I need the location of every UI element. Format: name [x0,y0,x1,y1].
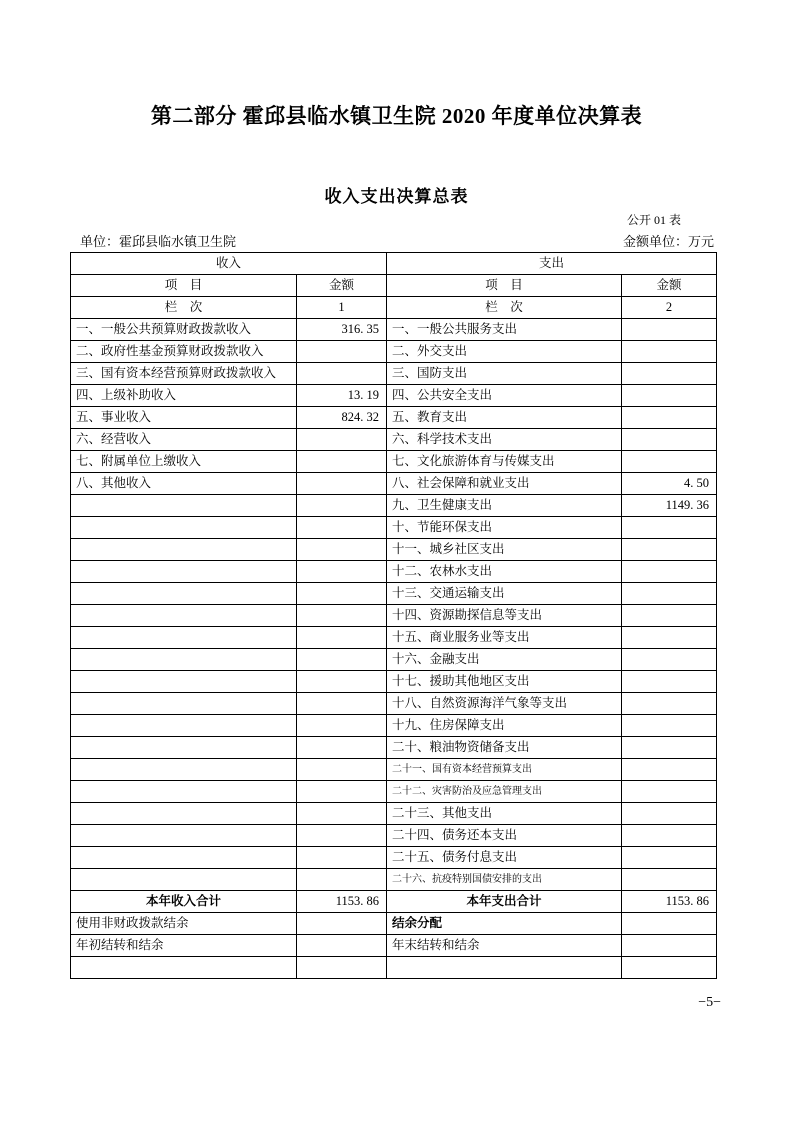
expense-total-amount: 1153. 86 [622,891,717,913]
unit-label: 单位：霍邱县临水镇卫生院 [80,234,237,249]
income-amount-cell [297,759,387,781]
table-row [71,825,717,847]
expense-item-cell: 二十四、债务还本支出 [387,825,622,847]
income-empty-amount [297,957,387,979]
income-amount-cell [297,605,387,627]
expense-amount-cell [622,671,717,693]
income-amount-cell [297,825,387,847]
table-row [71,869,717,891]
income-amount-cell [297,715,387,737]
income-item-cell [71,847,297,869]
expense-amount-cell [622,517,717,539]
income-item-cell [71,715,297,737]
income-amount-cell [297,583,387,605]
expense-amount-cell [622,781,717,803]
table-row [71,715,717,737]
income-footer-amount [297,935,387,957]
expense-footer-label: 年末结转和结余 [387,935,622,957]
table-row [71,429,717,451]
income-amount-cell [297,473,387,495]
expense-item-cell: 十四、资源勘探信息等支出 [387,605,622,627]
income-amount-cell [297,803,387,825]
income-amount-header: 金额 [297,275,387,297]
expense-amount-cell [622,583,717,605]
income-amount-cell [297,341,387,363]
income-column-number: 1 [297,297,387,319]
income-amount-cell [297,649,387,671]
income-item-cell [71,627,297,649]
expense-footer-amount [622,935,717,957]
expense-amount-cell [622,539,717,561]
expense-amount-cell [622,319,717,341]
expense-item-cell: 八、社会保障和就业支出 [387,473,622,495]
table-row [71,341,717,363]
income-total-amount: 1153. 86 [297,891,387,913]
expense-amount-cell [622,363,717,385]
expense-item-cell: 十六、金融支出 [387,649,622,671]
expense-item-cell: 十二、农林水支出 [387,561,622,583]
income-item-cell [71,869,297,891]
income-amount-cell [297,561,387,583]
expense-amount-header: 金额 [622,275,717,297]
income-empty-cell [71,957,297,979]
table-row [71,561,717,583]
income-item-cell: 七、附属单位上缴收入 [71,451,297,473]
income-amount-cell [297,693,387,715]
income-amount-cell [297,671,387,693]
expense-item-cell: 二十五、债务付息支出 [387,847,622,869]
expense-footer-amount [622,913,717,935]
expense-item-cell: 三、国防支出 [387,363,622,385]
income-item-cell [71,495,297,517]
expense-amount-cell [622,561,717,583]
income-amount-cell: 13. 19 [297,385,387,407]
amount-unit-label: 金额单位：万元 [622,234,714,249]
table-row [71,847,717,869]
expense-item-cell: 二十六、抗疫特别国债安排的支出 [387,869,622,891]
expense-amount-cell [622,385,717,407]
income-total-label: 本年收入合计 [71,891,297,913]
income-amount-cell [297,451,387,473]
expense-item-cell: 九、卫生健康支出 [387,495,622,517]
income-item-cell: 三、国有资本经营预算财政拨款收入 [71,363,297,385]
expense-empty-cell [387,957,622,979]
expense-amount-cell [622,605,717,627]
income-item-cell [71,583,297,605]
income-item-cell [71,693,297,715]
income-item-cell [71,759,297,781]
table-row [71,385,717,407]
expense-item-cell: 十七、援助其他地区支出 [387,671,622,693]
income-amount-cell [297,517,387,539]
table-title: 收入支出决算总表 [324,187,469,206]
expense-amount-cell [622,715,717,737]
table-row [71,605,717,627]
income-item-cell: 五、事业收入 [71,407,297,429]
income-item-cell [71,781,297,803]
income-amount-cell: 316. 35 [297,319,387,341]
expense-amount-cell [622,693,717,715]
expense-section-header: 支出 [387,253,717,275]
expense-item-cell: 十一、城乡社区支出 [387,539,622,561]
expense-item-cell: 二十三、其他支出 [387,803,622,825]
income-item-cell [71,517,297,539]
expense-item-cell: 二十二、灾害防治及应急管理支出 [387,781,622,803]
expense-amount-cell [622,737,717,759]
income-amount-cell [297,539,387,561]
table-row [71,517,717,539]
table-row [71,803,717,825]
expense-amount-cell [622,825,717,847]
column-index-row [71,297,717,319]
expense-item-cell: 十五、商业服务业等支出 [387,627,622,649]
income-amount-cell [297,781,387,803]
income-item-cell [71,671,297,693]
income-amount-cell [297,429,387,451]
income-item-cell [71,825,297,847]
table-body [71,319,717,891]
income-amount-cell [297,627,387,649]
income-amount-cell [297,847,387,869]
expense-total-label: 本年支出合计 [387,891,622,913]
table-row [71,363,717,385]
income-item-cell: 二、政府性基金预算财政拨款收入 [71,341,297,363]
table-row [71,627,717,649]
expense-item-header: 项 目 [387,275,622,297]
table-row [71,451,717,473]
expense-item-cell: 十三、交通运输支出 [387,583,622,605]
table-row [71,671,717,693]
expense-amount-cell: 1149. 36 [622,495,717,517]
table-row [71,473,717,495]
section-header-row [71,253,717,275]
expense-amount-cell: 4. 50 [622,473,717,495]
expense-empty-amount [622,957,717,979]
column-header-row [71,275,717,297]
table-code: 公开 01 表 [626,213,681,227]
expense-item-cell: 五、教育支出 [387,407,622,429]
expense-amount-cell [622,341,717,363]
income-expense-table [70,252,717,979]
income-item-header: 项 目 [71,275,297,297]
empty-row [71,957,717,979]
expense-amount-cell [622,429,717,451]
expense-item-cell: 二、外交支出 [387,341,622,363]
page-number: −5− [698,995,721,1010]
expense-item-cell: 十八、自然资源海洋气象等支出 [387,693,622,715]
table-row [71,693,717,715]
income-item-cell: 八、其他收入 [71,473,297,495]
footer-row [71,913,717,935]
income-item-cell [71,605,297,627]
income-item-cell: 六、经营收入 [71,429,297,451]
expense-item-cell: 十、节能环保支出 [387,517,622,539]
table-row [71,781,717,803]
expense-column-index-label: 栏 次 [387,297,622,319]
meta-row [80,231,714,250]
expense-footer-label: 结余分配 [387,913,622,935]
table-row [71,319,717,341]
income-item-cell [71,803,297,825]
income-amount-cell [297,869,387,891]
income-column-index-label: 栏 次 [71,297,297,319]
income-amount-cell [297,363,387,385]
income-item-cell [71,561,297,583]
expense-amount-cell [622,759,717,781]
expense-amount-cell [622,847,717,869]
expense-amount-cell [622,627,717,649]
income-item-cell [71,539,297,561]
income-amount-cell: 824. 32 [297,407,387,429]
income-footer-amount [297,913,387,935]
expense-amount-cell [622,869,717,891]
table-row [71,407,717,429]
table-row [71,583,717,605]
table-row [71,539,717,561]
income-amount-cell [297,495,387,517]
total-row [71,891,717,913]
footer-row [71,935,717,957]
table-row [71,759,717,781]
expense-item-cell: 六、科学技术支出 [387,429,622,451]
expense-item-cell: 二十、粮油物资储备支出 [387,737,622,759]
expense-amount-cell [622,803,717,825]
income-section-header: 收入 [71,253,387,275]
income-item-cell: 四、上级补助收入 [71,385,297,407]
expense-amount-cell [622,407,717,429]
income-footer-label: 年初结转和结余 [71,935,297,957]
expense-item-cell: 一、一般公共服务支出 [387,319,622,341]
expense-column-number: 2 [622,297,717,319]
expense-item-cell: 七、文化旅游体育与传媒支出 [387,451,622,473]
income-footer-label: 使用非财政拨款结余 [71,913,297,935]
income-item-cell: 一、一般公共预算财政拨款收入 [71,319,297,341]
expense-item-cell: 四、公共安全支出 [387,385,622,407]
table-row [71,649,717,671]
expense-amount-cell [622,649,717,671]
document-title: 第二部分 霍邱县临水镇卫生院 2020 年度单位决算表 [150,104,643,128]
expense-item-cell: 二十一、国有资本经营预算支出 [387,759,622,781]
table-row [71,737,717,759]
expense-item-cell: 十九、住房保障支出 [387,715,622,737]
income-item-cell [71,649,297,671]
income-amount-cell [297,737,387,759]
table-row [71,495,717,517]
income-item-cell [71,737,297,759]
expense-amount-cell [622,451,717,473]
